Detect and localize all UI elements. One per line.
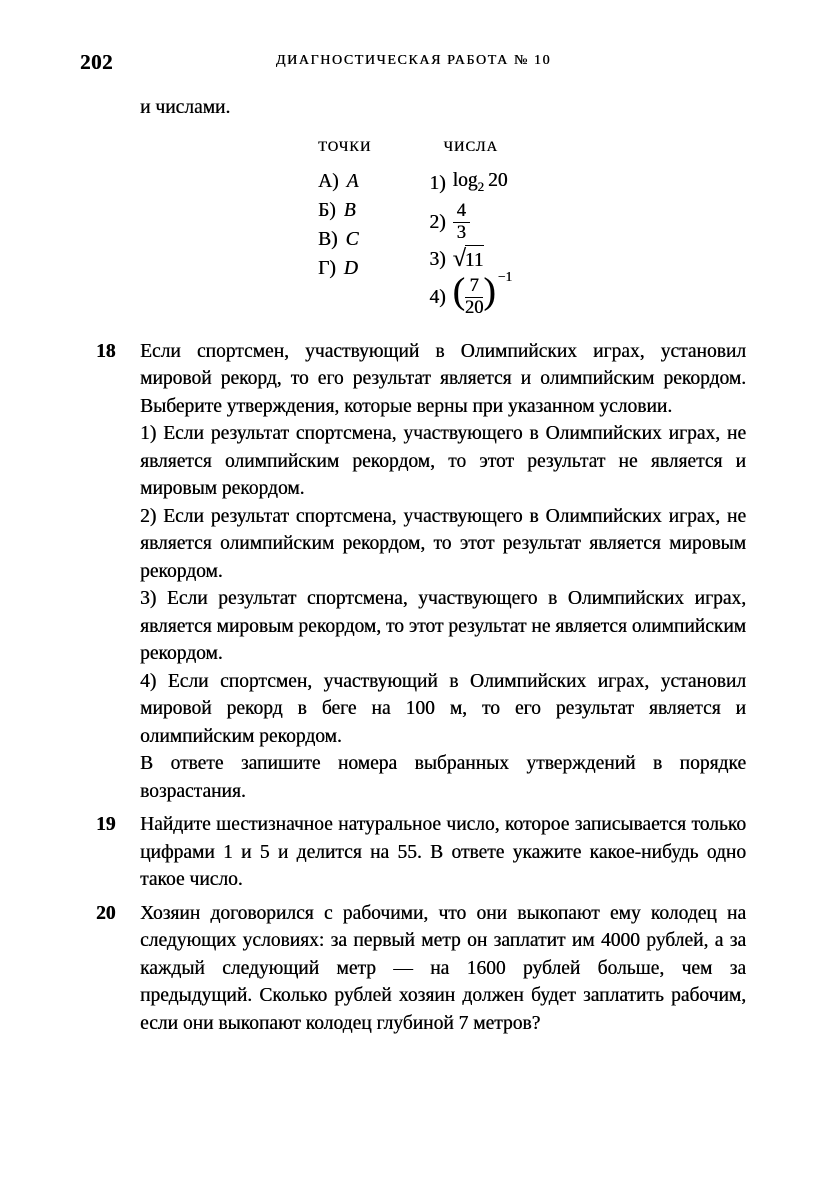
problem-body [140, 811, 746, 894]
left-paren: ( [452, 270, 465, 312]
match-point-row [318, 196, 371, 225]
power-expression [452, 269, 513, 318]
problem-19 [96, 811, 746, 894]
log-expression: $\log_2 20$ [452, 170, 508, 194]
point-letter: B [343, 200, 356, 221]
problem-number: 20 [96, 902, 116, 924]
numbers-column [429, 134, 512, 320]
problem-body [140, 900, 746, 1038]
point-label: Г) [318, 258, 336, 279]
running-title: ДИАГНОСТИЧЕСКАЯ РАБОТА № 10 [275, 53, 552, 68]
fraction: $\frac{7}{20}$ [464, 275, 484, 318]
fraction: $\frac{4}{3}$ [453, 202, 470, 244]
problem-paragraph: Хозяин договорился с рабочими, что они выкопают ему колодец на следующих условиях: за первый метр он заплатит им 4000 рублей, а за каждый следующий метр — на 1600 рублей больше, чем за предыдущий. Сколько рублей хозяин должен будет заплатить рабочим, если они выкопают колодец глубиной 7 метров? [140, 902, 746, 1034]
sqrt-expression: √11 [453, 245, 484, 275]
number-label: 2) [429, 212, 446, 234]
problem-paragraph: 1) Если результат спортсмена, участвующего в Олимпийских играх, не является олимпийским рекордом, то этот результат не является и мировым рекордом. [140, 423, 746, 500]
number-label: 1) [429, 172, 446, 194]
problem-20 [96, 900, 746, 1038]
problem-number: 18 [96, 340, 116, 362]
point-label: В) [318, 229, 338, 250]
problem-paragraph: Найдите шестизначное натуральное число, которое записывается только цифрами 1 и 5 и делится на 55. В ответе укажите какое-нибудь одно такое число. [140, 814, 746, 891]
number-label: 3) [429, 249, 446, 271]
intro-text: и числами. [140, 97, 231, 118]
problem-body [140, 338, 746, 806]
points-header: ТОЧКИ [318, 138, 372, 155]
page-number: 202 [80, 50, 113, 74]
matching-table [318, 134, 746, 320]
problem-number: 19 [96, 814, 116, 836]
right-paren: ) [483, 270, 496, 312]
match-number-row [429, 269, 513, 320]
running-head [0, 50, 827, 74]
point-letter: A [346, 171, 359, 192]
problem-paragraph: Если спортсмен, участвующий в Олимпийских играх, установил мировой рекорд, то его результат является и олимпийским рекордом. Выберите утверждения, которые верны при указанном условии. [140, 340, 746, 417]
point-label: А) [318, 171, 339, 192]
point-letter: C [345, 229, 359, 250]
point-label: Б) [318, 200, 336, 221]
match-number-row [429, 200, 512, 245]
match-point-row [318, 167, 371, 196]
numbers-header: ЧИСЛА [443, 138, 498, 155]
points-column [318, 134, 371, 320]
problem-paragraph: 2) Если результат спортсмена, участвующего в Олимпийских играх, не является олимпийским рекордом, то этот результат является мировым рекордом. [140, 505, 746, 582]
exponent: −1 [497, 269, 513, 285]
match-point-row [318, 254, 371, 283]
number-label: 4) [429, 286, 446, 308]
point-letter: D [343, 258, 358, 279]
problem-18 [96, 338, 746, 806]
problem-paragraph: В ответе запишите номера выбранных утверждений в порядке возрастания. [140, 753, 746, 802]
match-point-row [318, 225, 371, 254]
problem-paragraph: 4) Если спортсмен, участвующий в Олимпийских играх, установил мировой рекорд в беге на 100 м, то его результат является и олимпийским рекордом. [140, 670, 746, 747]
radical-icon: √ [452, 246, 466, 273]
page-content [96, 94, 746, 1037]
problem-paragraph: 3) Если результат спортсмена, участвующего в Олимпийских играх, является мировым рекордом, то этот результат не является олимпийским рекордом. [140, 588, 746, 665]
match-number-row [429, 167, 512, 200]
